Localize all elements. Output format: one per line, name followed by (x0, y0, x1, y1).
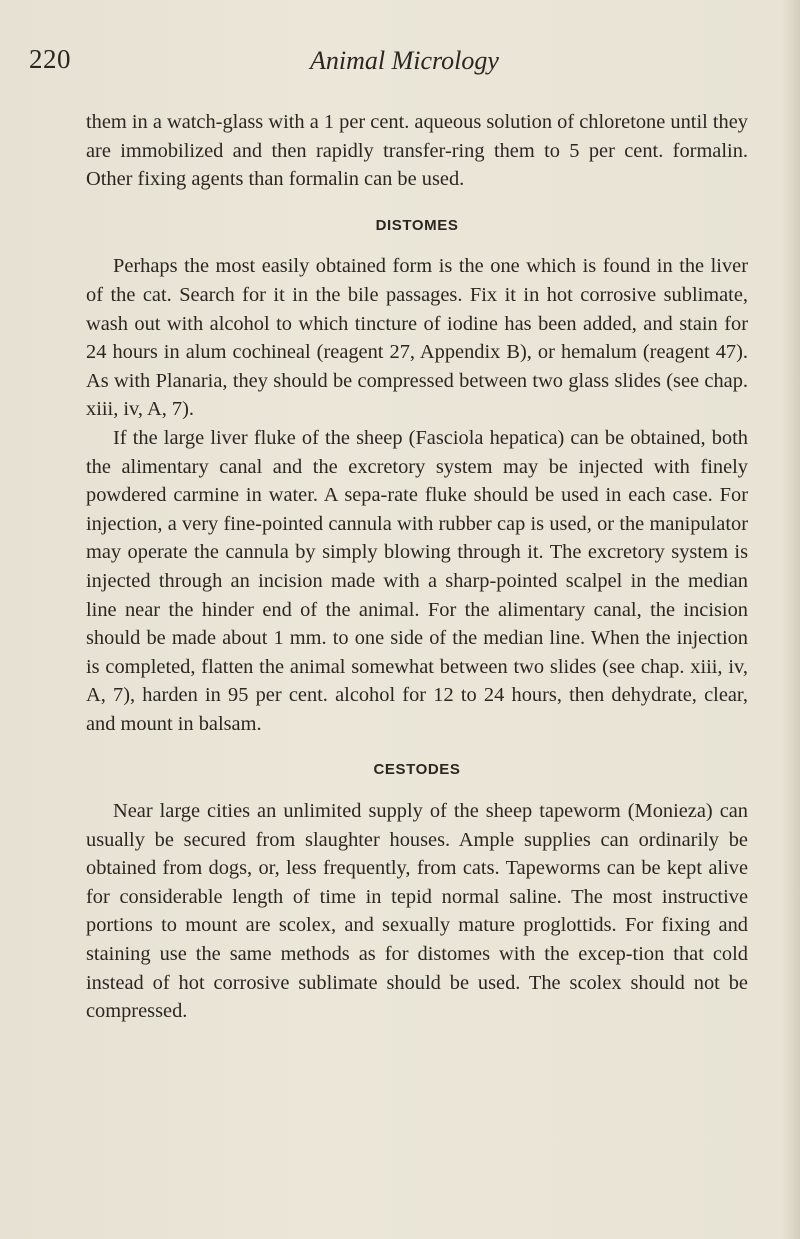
distomes-paragraph-1: Perhaps the most easily obtained form is the one which is found in the liver of the cat. Search for it in the bile passages. Fix it in hot corrosive sublimate, wash out with alcohol to which tincture of iodine has been added, and stain for 24 hours in alum cochineal (reagent 27, Appendix B), or hemalum (reagent 47). As with Planaria, they should be compressed between two glass slides (see chap. xiii, iv, A, 7). (86, 255, 748, 421)
page-edge-shadow (782, 0, 800, 1239)
body-text (86, 108, 748, 1026)
running-head (0, 44, 800, 84)
distomes-paragraph-2: If the large liver fluke of the sheep (Fasciola hepatica) can be obtained, both the alimentary canal and the excretory system may be injected with finely powdered carmine in water. A sepa-rate fluke should be used in each case. For injection, a very fine-pointed cannula with rubber cap is used, or the manipulator may operate the cannula by simply blowing through it. The excretory system is injected through an incision made with a sharp-pointed scalpel in the median line near the hinder end of the animal. For the alimentary canal, the incision should be made about 1 mm. to one side of the median line. When the injection is completed, flatten the animal somewhat between two slides (see chap. xiii, iv, A, 7), harden in 95 per cent. alcohol for 12 to 24 hours, then dehydrate, clear, and mount in balsam. (86, 426, 748, 735)
running-title: Animal Micrology (310, 46, 499, 75)
intro-paragraph: them in a watch-glass with a 1 per cent. aqueous solution of chloretone until they are immobilized and then rapidly transfer-ring them to 5 per cent. formalin. Other fixing agents than formalin can be used. (86, 111, 748, 191)
section-heading-cestodes: CESTODES (373, 761, 461, 779)
page-number: 220 (29, 44, 71, 74)
section-heading-distomes: DISTOMES (375, 216, 459, 234)
cestodes-paragraph-1: Near large cities an unlimited supply of the sheep tapeworm (Monieza) can usually be secured from slaughter houses. Ample supplies can ordinarily be obtained from dogs, or, less frequently, from cats. Tapeworms can be kept alive for considerable length of time in tepid normal saline. The most instructive portions to mount are scolex, and sexually mature proglottids. For fixing and staining use the same methods as for distomes with the excep-tion that cold instead of hot corrosive sublimate should be used. The scolex should not be compressed. (86, 800, 748, 1023)
